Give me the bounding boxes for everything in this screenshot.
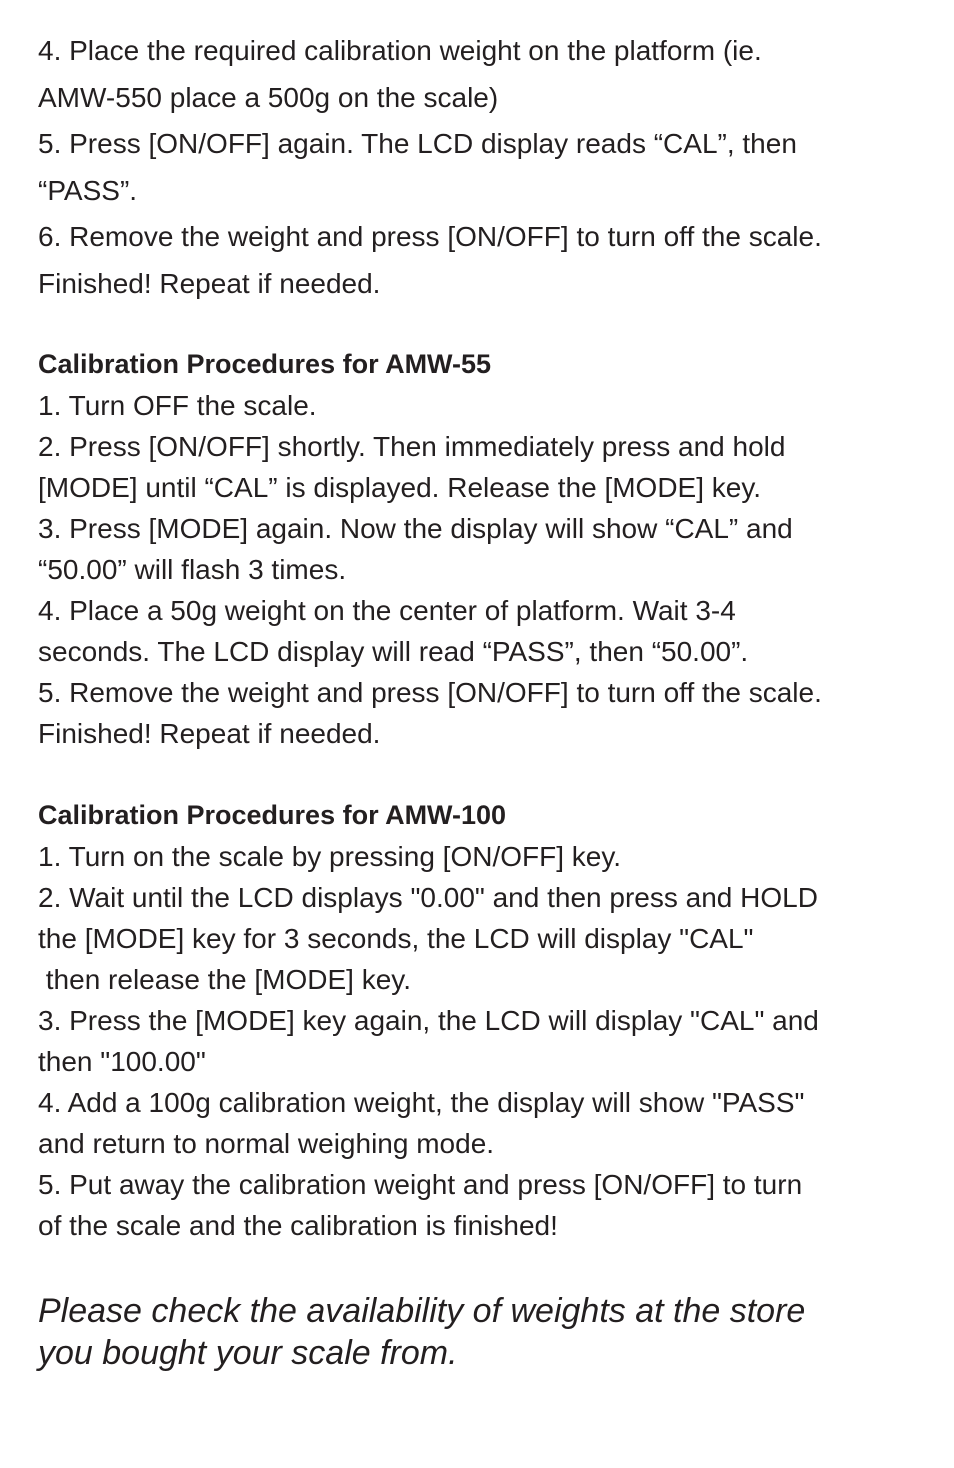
note-line: Please check the availability of weights at the store <box>38 1292 806 1330</box>
step-line: 3. Press [MODE] again. Now the display will show “CAL” and <box>38 513 793 544</box>
step-line: 3. Press the [MODE] key again, the LCD will display "CAL" and <box>38 1005 819 1036</box>
step-line: 1. Turn on the scale by pressing [ON/OFF] key. <box>38 841 622 872</box>
step-line: 5. Put away the calibration weight and press [ON/OFF] to turn <box>38 1169 803 1200</box>
amw-55-section <box>38 344 918 754</box>
step-line: of the scale and the calibration is finished! <box>38 1210 558 1241</box>
step-line: AMW-550 place a 500g on the scale) <box>38 81 499 113</box>
step-line: 4. Place a 50g weight on the center of platform. Wait 3-4 <box>38 595 736 626</box>
amw-100-section <box>38 795 918 1246</box>
spacer <box>38 307 918 344</box>
step-line: Finished! Repeat if needed. <box>38 718 381 749</box>
step-line: 5. Remove the weight and press [ON/OFF] to turn off the scale. <box>38 677 822 708</box>
step-line: then "100.00" <box>38 1046 206 1077</box>
amw-55-heading: Calibration Procedures for AMW-55 <box>38 349 492 379</box>
step-line: 5. Press [ON/OFF] again. The LCD display reads “CAL”, then <box>38 128 797 159</box>
spacer <box>38 754 918 795</box>
note-line: you bought your scale from. <box>38 1334 458 1372</box>
step-line: “PASS”. <box>38 174 138 206</box>
spacer <box>38 1246 918 1290</box>
step-line: the [MODE] key for 3 seconds, the LCD will display "CAL" <box>38 923 754 954</box>
step-line: [MODE] until “CAL” is displayed. Release the [MODE] key. <box>38 472 762 503</box>
availability-note <box>38 1290 918 1374</box>
step-line: 2. Press [ON/OFF] shortly. Then immediately press and hold <box>38 431 786 462</box>
amw-100-heading: Calibration Procedures for AMW-100 <box>38 800 507 830</box>
step-line: 4. Place the required calibration weight on the platform (ie. <box>38 35 762 66</box>
step-line: 2. Wait until the LCD displays "0.00" and then press and HOLD <box>38 882 818 913</box>
step-line: Finished! Repeat if needed. <box>38 267 381 299</box>
step-line: “50.00” will flash 3 times. <box>38 554 347 585</box>
document-page <box>38 28 918 1374</box>
step-line: then release the [MODE] key. <box>38 964 411 995</box>
step-line: 4. Add a 100g calibration weight, the display will show "PASS" <box>38 1087 805 1118</box>
step-line: 1. Turn OFF the scale. <box>38 390 317 421</box>
amw-550-steps-continued <box>38 28 918 307</box>
step-line: 6. Remove the weight and press [ON/OFF] to turn off the scale. <box>38 221 822 252</box>
step-line: seconds. The LCD display will read “PASS”, then “50.00”. <box>38 636 749 667</box>
step-line: and return to normal weighing mode. <box>38 1128 495 1159</box>
